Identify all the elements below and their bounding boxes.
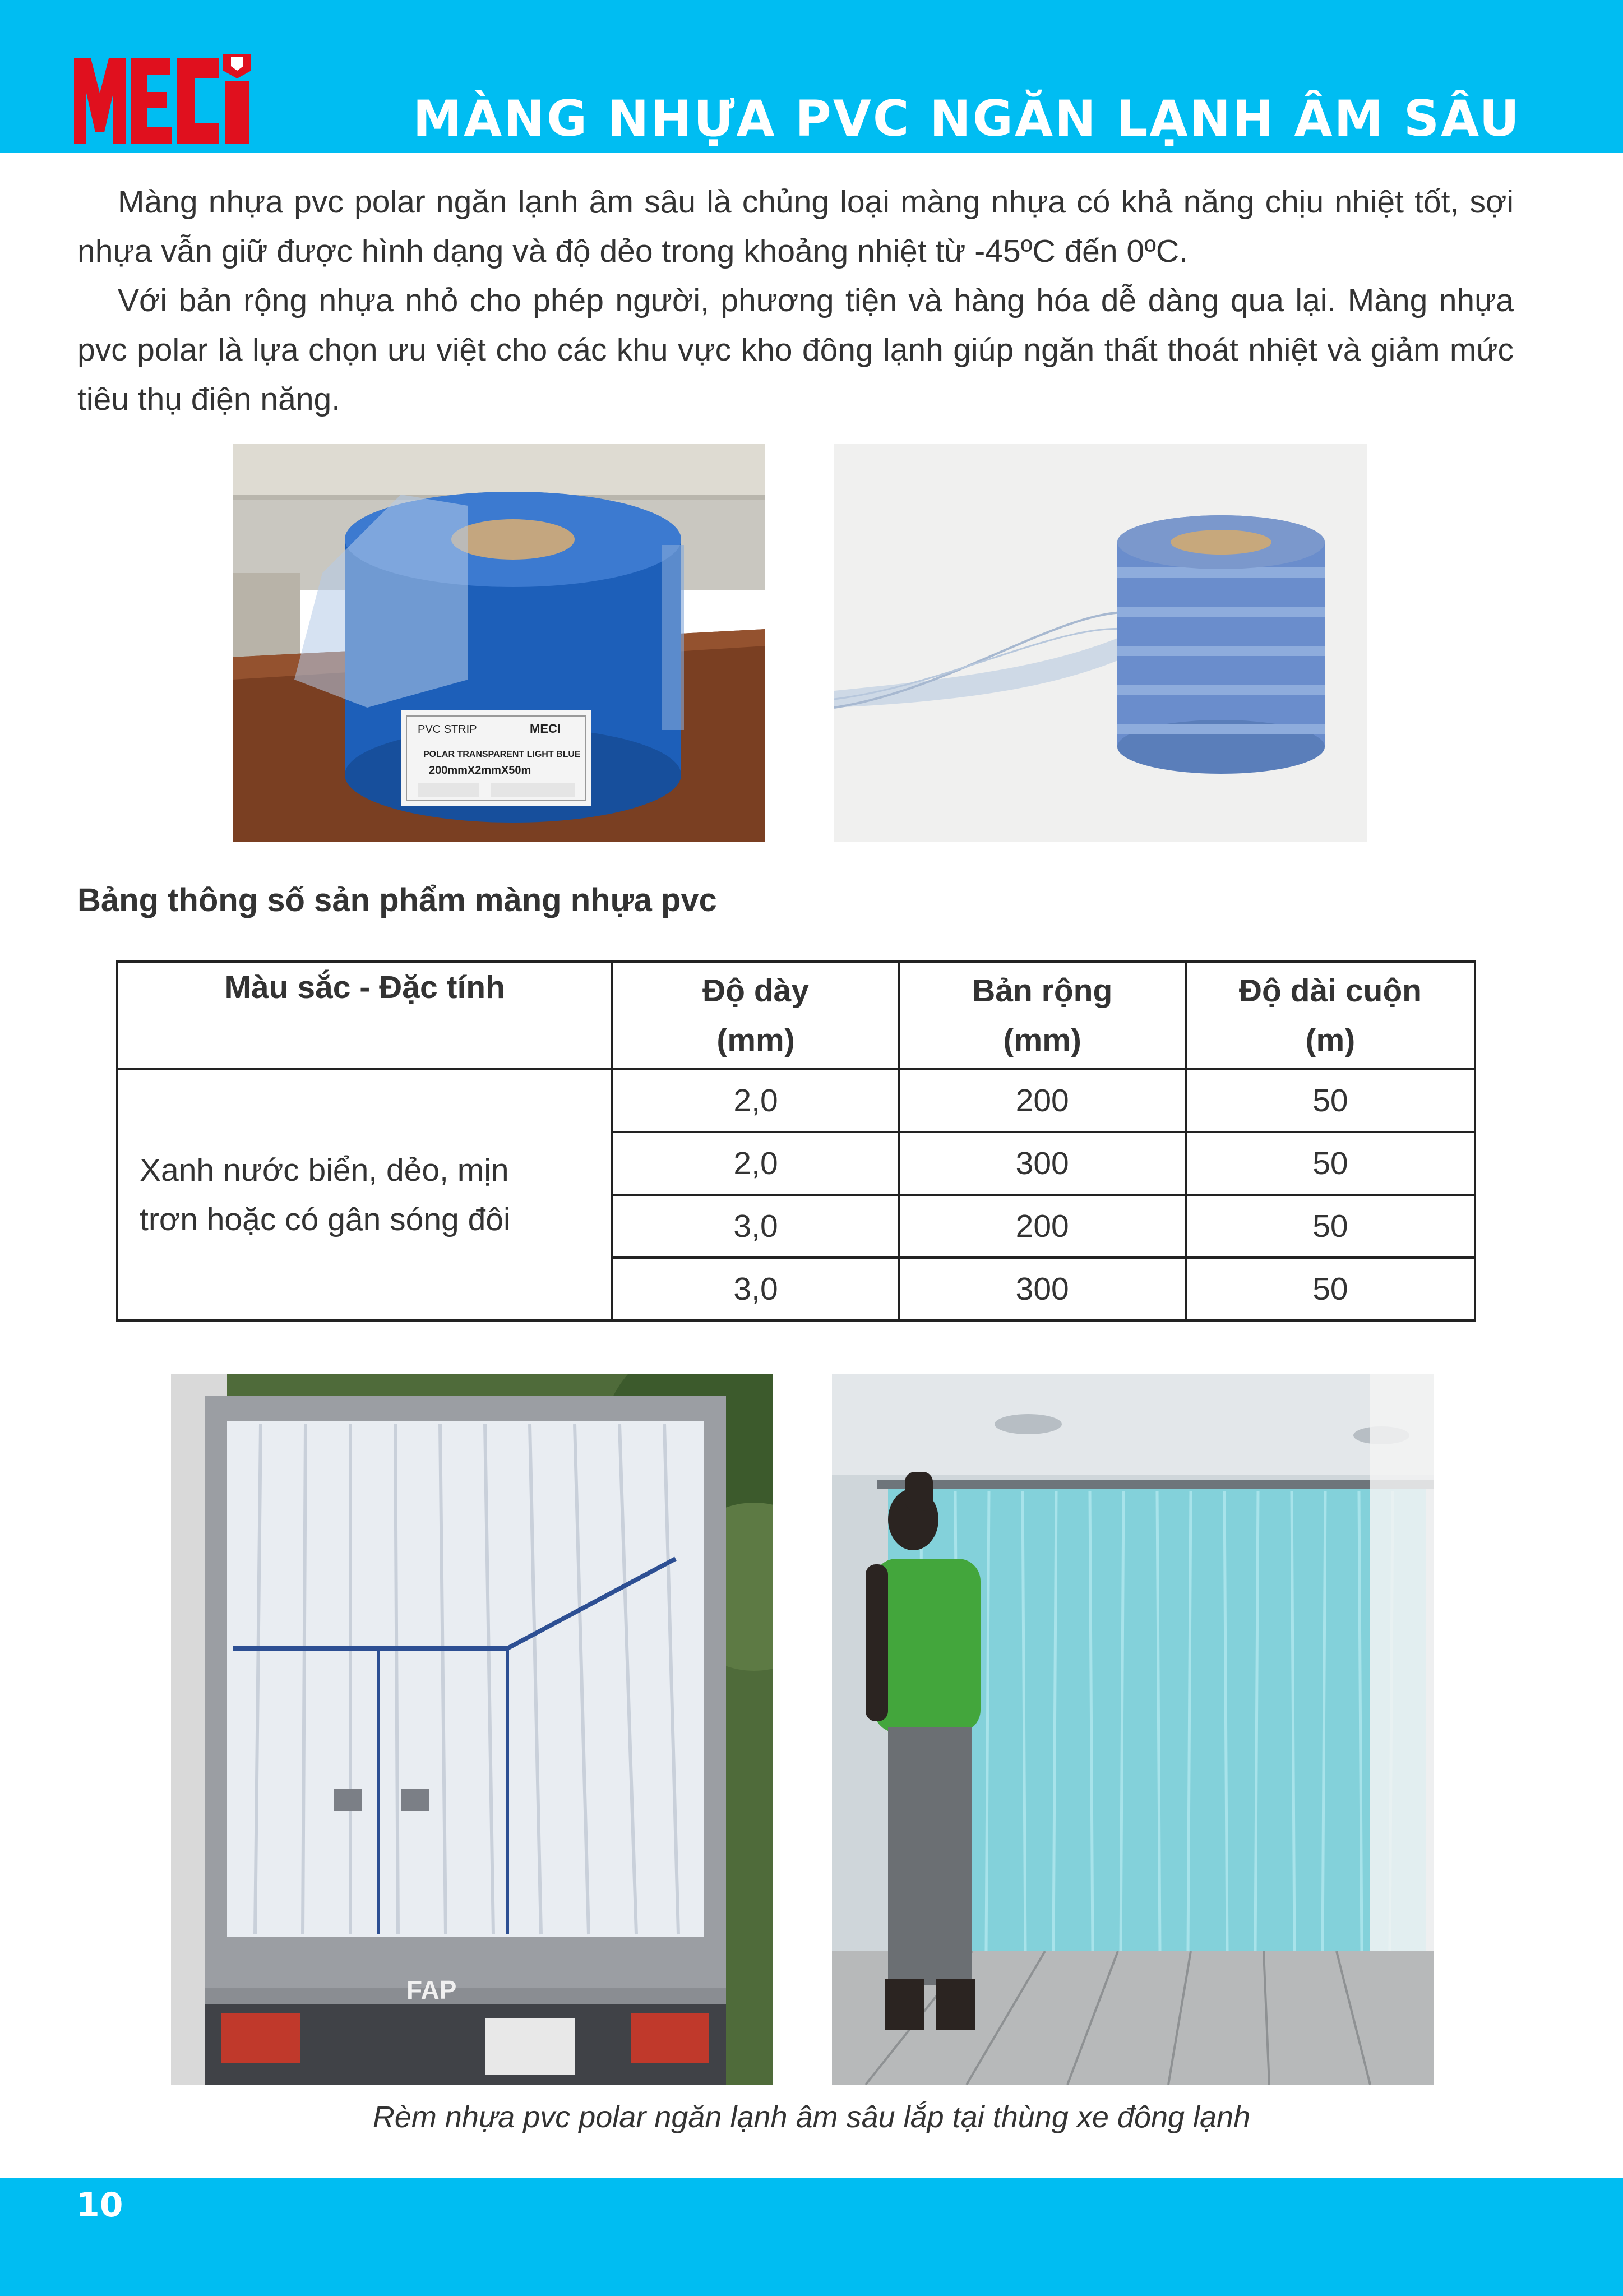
- label-brand: MECI: [530, 722, 561, 736]
- cell-length: 50: [1186, 1069, 1475, 1132]
- footer-band: [0, 2178, 1623, 2296]
- table-row: [117, 1069, 1475, 1132]
- intro-paragraph: Màng nhựa pvc polar ngăn lạnh âm sâu là chủng loại màng nhựa có khả năng chịu nhiệt tốt, sợi nhựa vẫn giữ được hình dạng và độ dẻo trong khoảng nhiệt từ -45ºC đến 0ºC.: [77, 184, 1514, 269]
- cell-thickness: 3,0: [612, 1258, 899, 1320]
- page-title: MÀNG NHỰA PVC NGĂN LẠNH ÂM SÂU: [413, 90, 1521, 147]
- cell-length: 50: [1186, 1195, 1475, 1258]
- intro-paragraph: Với bản rộng nhựa nhỏ cho phép người, phương tiện và hàng hóa dễ dàng qua lại. Màng nhựa pvc polar là lựa chọn ưu việt cho các khu vực kho đông lạnh giúp ngăn thất thoát nhiệt và giảm mức tiêu thụ điện năng.: [77, 283, 1514, 417]
- table-header-row: [117, 962, 1475, 1069]
- spec-table: [116, 960, 1476, 1322]
- pvc-roll-photo-ribbed: [834, 444, 1367, 842]
- header-color: Màu sắc - Đặc tính: [117, 962, 612, 1069]
- cell-thickness: 3,0: [612, 1195, 899, 1258]
- label-line2: POLAR TRANSPARENT LIGHT BLUE: [423, 750, 581, 759]
- label-line3: 200mmX2mmX50m: [429, 764, 531, 777]
- cell-width: 200: [899, 1069, 1186, 1132]
- label-line1: PVC STRIP: [418, 723, 477, 736]
- cell-length: 50: [1186, 1132, 1475, 1195]
- header-length: Độ dài cuộn (m): [1186, 962, 1475, 1069]
- cell-thickness: 2,0: [612, 1069, 899, 1132]
- cold-room-curtain-photo: [832, 1374, 1434, 2085]
- cell-width: 300: [899, 1258, 1186, 1320]
- cell-width: 300: [899, 1132, 1186, 1195]
- page-number: 10: [76, 2186, 123, 2225]
- cell-thickness: 2,0: [612, 1132, 899, 1195]
- cell-length: 50: [1186, 1258, 1475, 1320]
- meci-logo: [74, 54, 279, 144]
- truck-badge: FAP: [406, 1975, 457, 2004]
- cell-width: 200: [899, 1195, 1186, 1258]
- header-width: Bản rộng (mm): [899, 962, 1186, 1069]
- header-thickness: Độ dày (mm): [612, 962, 899, 1069]
- photo-caption: Rèm nhựa pvc polar ngăn lạnh âm sâu lắp tại thùng xe đông lạnh: [372, 2100, 1251, 2134]
- spec-table-title: Bảng thông số sản phẩm màng nhựa pvc: [77, 882, 717, 918]
- truck-curtain-photo: [171, 1374, 773, 2085]
- color-description: Xanh nước biển, dẻo, mịn trơn hoặc có gân sóng đôi: [117, 1069, 612, 1320]
- pvc-roll-photo-labeled: [233, 444, 765, 842]
- intro-text: [77, 177, 1514, 424]
